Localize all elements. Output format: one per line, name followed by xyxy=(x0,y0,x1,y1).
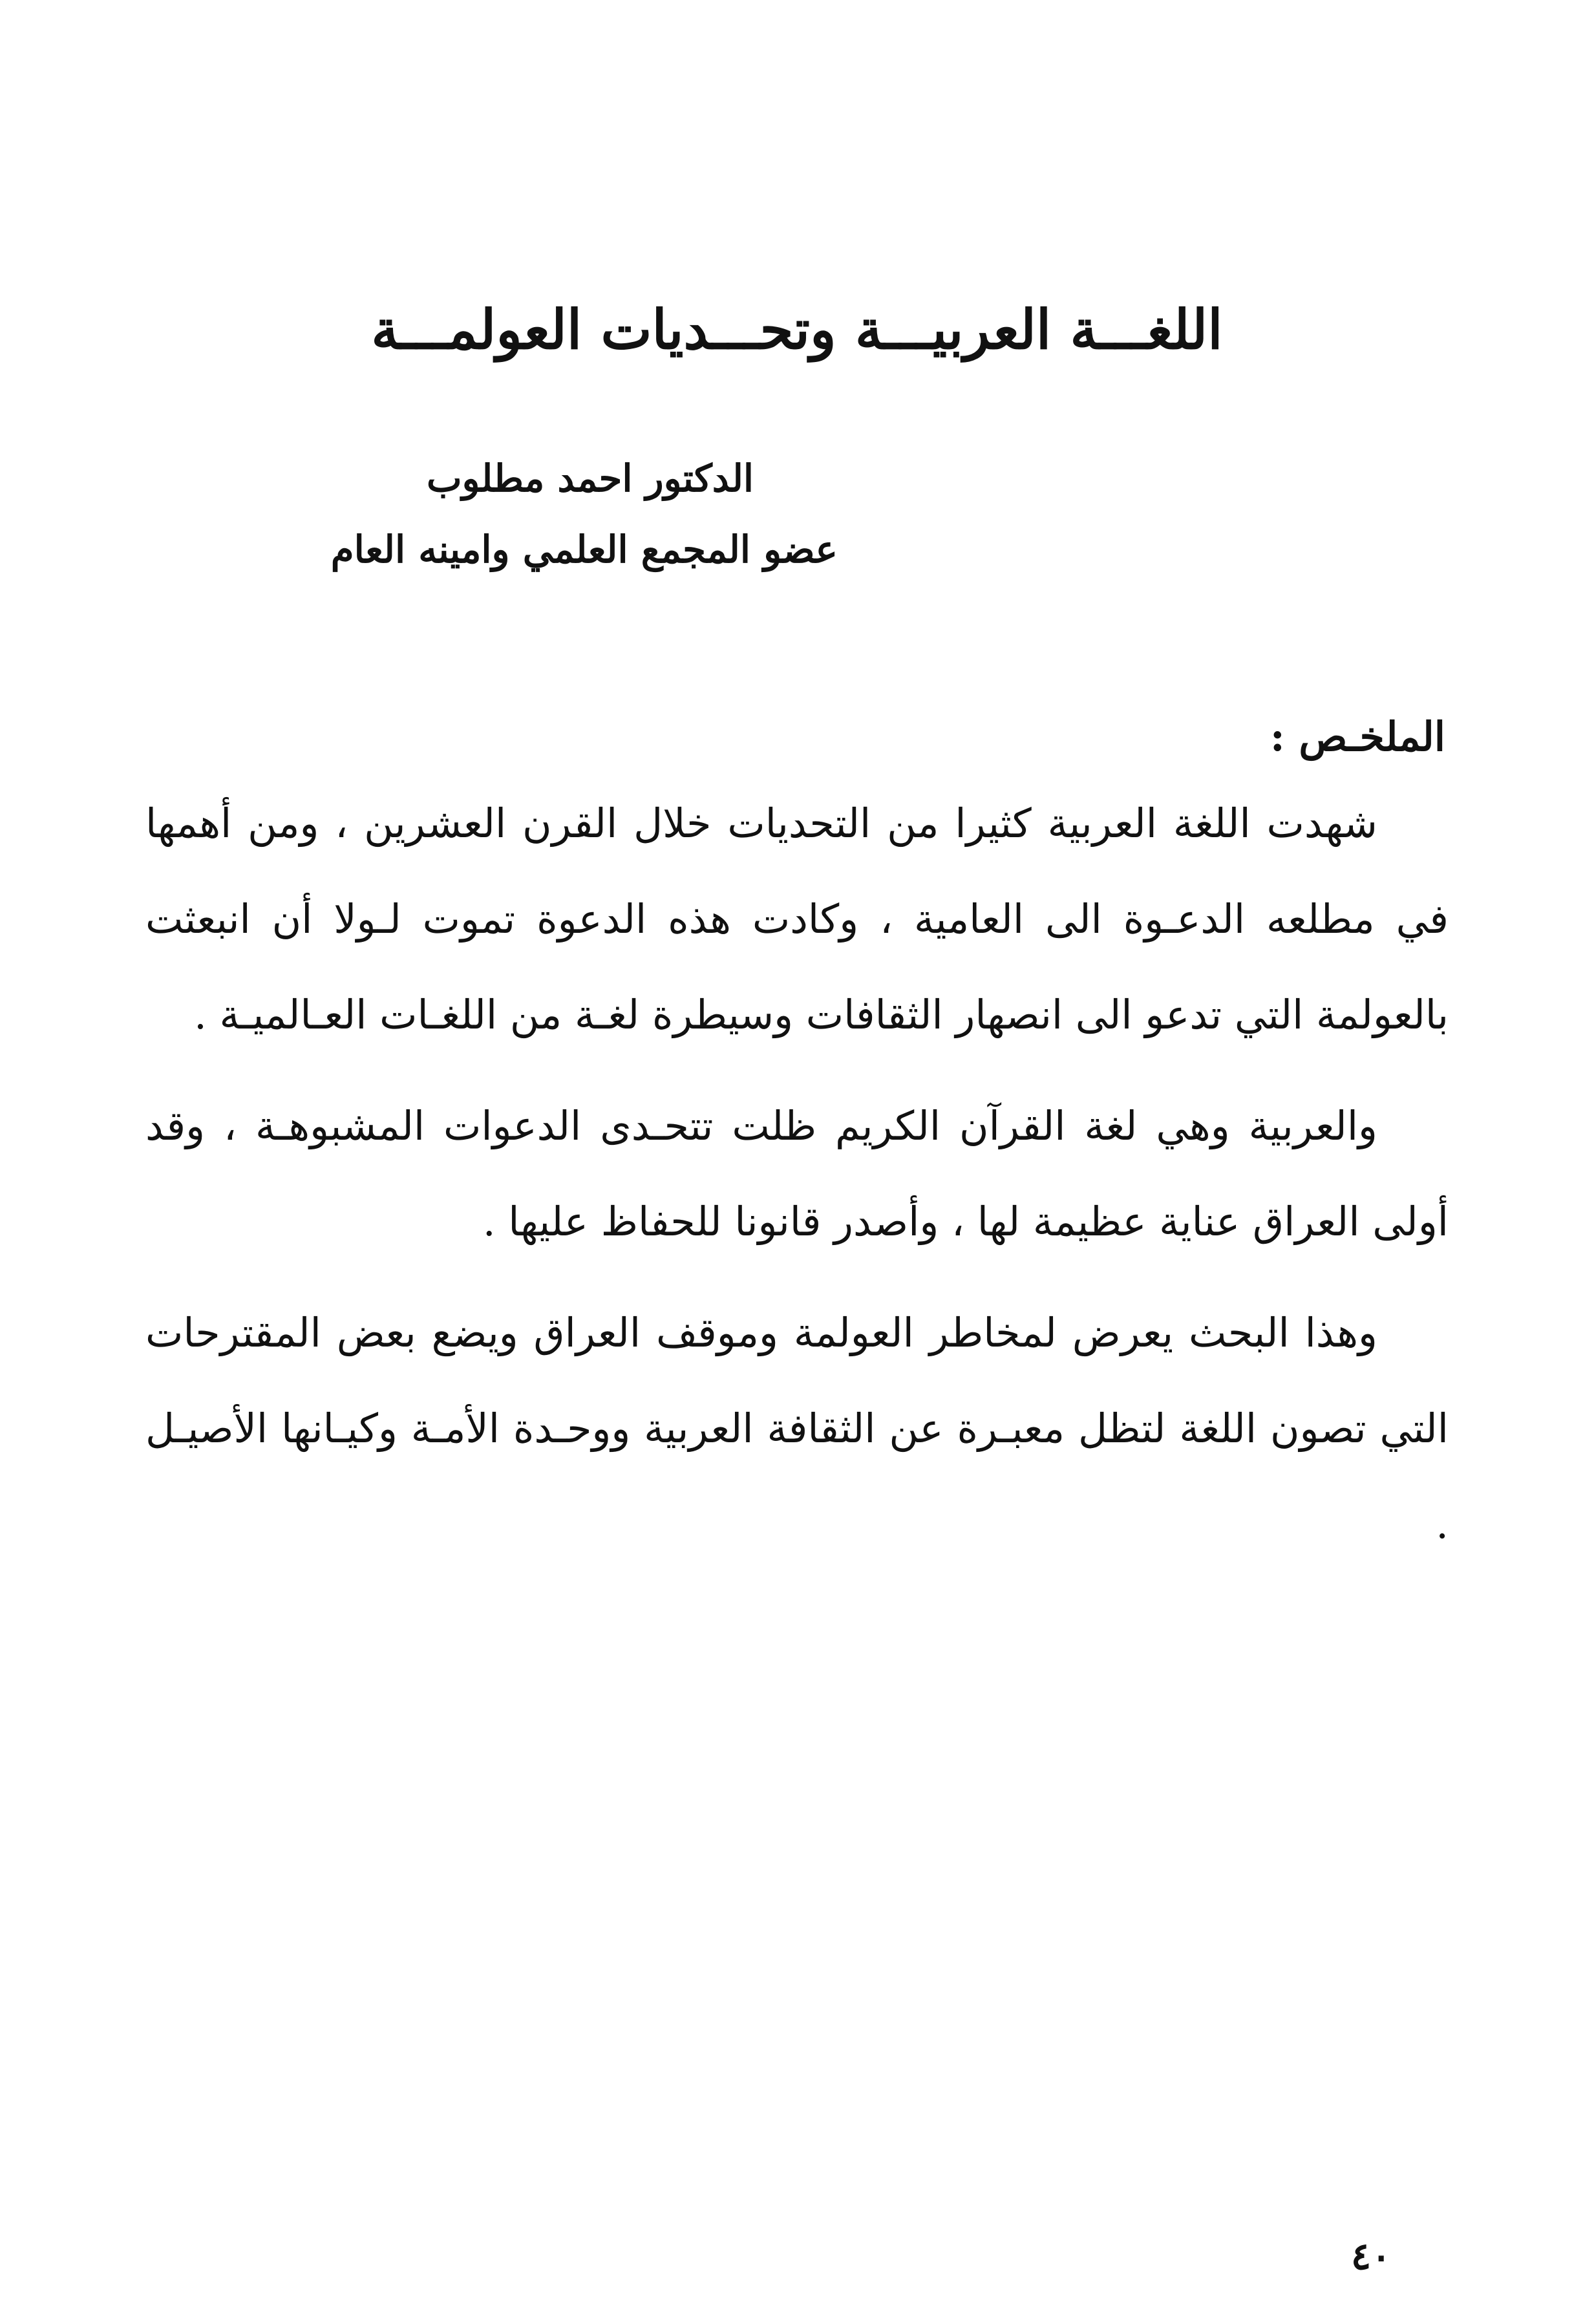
abstract-paragraph-3: وهذا البحث يعرض لمخاطر العولمة وموقف العراق ويضع بعض المقترحات التي تصون اللغة لتظل معبـرة عن الثقافة العربية ووحـدة الأمـة وكيـانها الأصيـل . xyxy=(145,1309,1449,1548)
abstract-paragraph-1: شهدت اللغة العربية كثيرا من التحديات خلال القرن العشرين ، ومن أهمها في مطلعه الدعـوة الى العامية ، وكادت هذه الدعوة تموت لـولا أن انبعثت بالعولمة التي تدعو الى انصهار الثقافات وسيطرة لغـة من اللغـات العـالميـة . xyxy=(145,800,1449,1038)
abstract-label: الملخـص : xyxy=(1270,713,1445,760)
abstract-body xyxy=(145,776,1449,1588)
page-title: اللغـــة العربيـــة وتحـــديات العولمـــة xyxy=(371,297,1223,361)
author-name: الدكتور احمد مطلوب xyxy=(426,456,754,500)
page-number: ٤٠ xyxy=(1351,2234,1392,2278)
author-block xyxy=(256,443,838,585)
author-role: عضو المجمع العلمي وامينه العام xyxy=(330,528,838,571)
abstract-paragraph-2: والعربية وهي لغة القرآن الكريم ظلت تتحـدى الدعوات المشبوهـة ، وقد أولى العراق عناية عظيمة لها ، وأصدر قانونا للحفاظ عليها . xyxy=(145,1102,1449,1245)
